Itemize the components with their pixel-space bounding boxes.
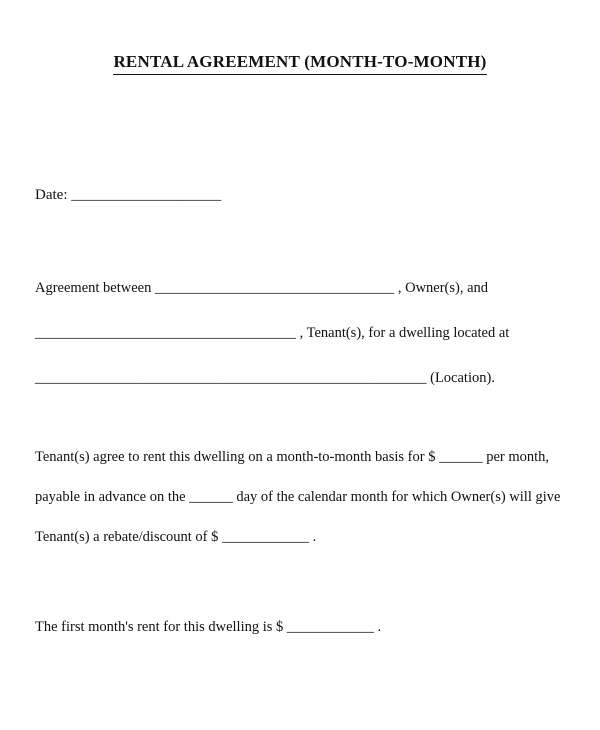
- agreement-parties-line-3: ______________________________________________________ (Location).: [35, 370, 495, 386]
- date-field-line: Date: ____________________: [35, 187, 222, 203]
- rent-terms-line-2: payable in advance on the ______ day of the calendar month for which Owner(s) will give: [35, 489, 561, 505]
- document-title: [35, 52, 565, 75]
- agreement-parties-paragraph: [35, 266, 565, 401]
- agreement-parties-line-1: Agreement between _________________________________ , Owner(s), and: [35, 280, 489, 296]
- document-title-text: RENTAL AGREEMENT (MONTH-TO-MONTH): [113, 52, 486, 75]
- agreement-parties-line-2: ____________________________________ , Tenant(s), for a dwelling located at: [35, 325, 510, 341]
- rent-terms-paragraph: [35, 437, 565, 557]
- rent-terms-line-1: Tenant(s) agree to rent this dwelling on a month-to-month basis for $ ______ per month,: [35, 449, 550, 465]
- rent-terms-line-3: Tenant(s) a rebate/discount of $ ____________ .: [35, 529, 317, 545]
- first-month-rent-paragraph: The first month's rent for this dwelling is $ ____________ .: [35, 619, 382, 635]
